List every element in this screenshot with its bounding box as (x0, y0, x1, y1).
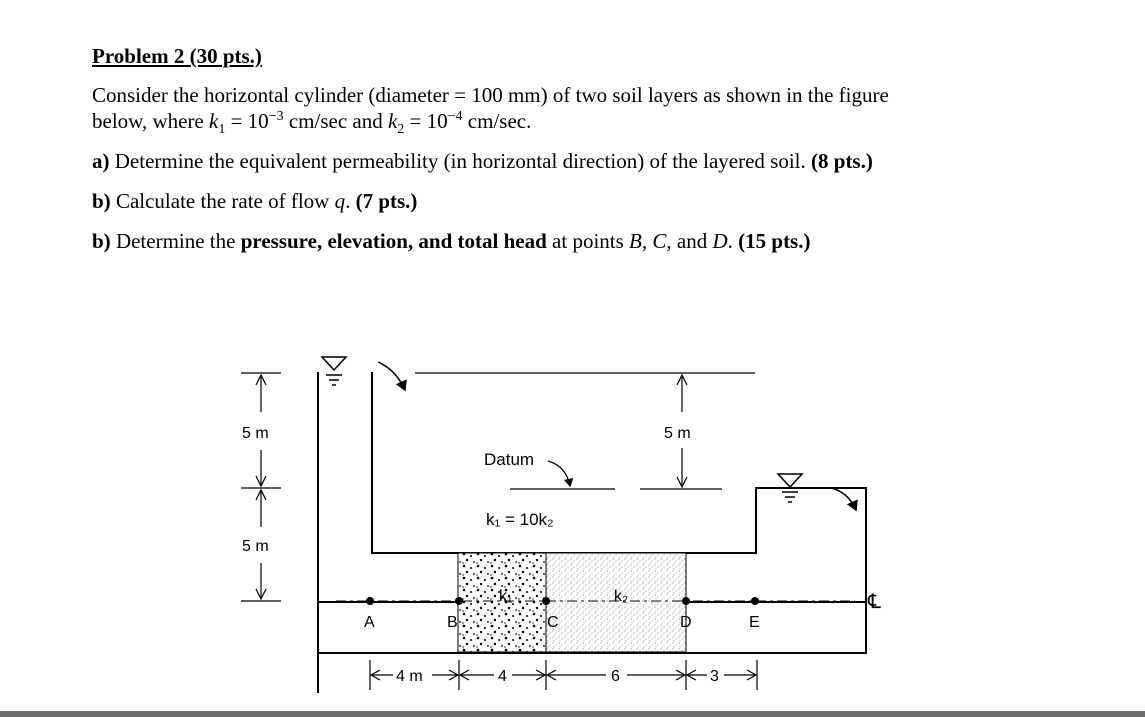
dim-lower-label: 5 m (242, 538, 269, 555)
bottom-dim-4: 3 (710, 668, 719, 685)
bottom-scroll-bar (0, 711, 1145, 717)
point-d-marker (682, 597, 690, 605)
question-c-text2: at points (546, 229, 630, 253)
question-a-label: a) (92, 149, 110, 173)
intro-line-2 (92, 109, 532, 138)
point-b-label: B (447, 614, 458, 631)
water-level-left (322, 357, 346, 385)
question-b (92, 188, 1092, 214)
question-b-label: b) (92, 189, 111, 213)
point-a-label: A (364, 614, 375, 631)
datum-arrow (548, 461, 570, 486)
outflow-arrow (831, 488, 856, 510)
question-c-bold: pressure, elevation, and total head (240, 229, 547, 253)
point-b-marker (455, 597, 463, 605)
k2-symbol: k (387, 109, 398, 133)
question-a-points: (8 pts.) (811, 149, 873, 173)
question-c-tail: . (727, 229, 739, 253)
k1-symbol: k (209, 109, 219, 133)
intro-text: below, where (92, 109, 210, 133)
question-c-points: (15 pts.) (738, 229, 811, 253)
k1-subscript: 1 (218, 122, 226, 138)
dim-right-label: 5 m (664, 425, 691, 442)
point-e-marker (751, 597, 759, 605)
bottom-dimension (370, 660, 757, 690)
intro-line-1: Consider the horizontal cylinder (diameter = 100 mm) of two soil layers as shown in the figure (92, 83, 889, 107)
question-a-text: Determine the equivalent permeability (in horizontal direction) of the layered soil. (109, 149, 812, 173)
point-c-label: C (547, 614, 559, 631)
problem-title: Problem 2 (30 pts.) (92, 44, 262, 68)
question-b-tail: . (345, 189, 356, 213)
problem-text (92, 42, 1092, 254)
bottom-dim-2: 4 (498, 668, 507, 685)
question-c (92, 228, 1092, 254)
problem-intro (92, 82, 1092, 138)
point-e-label: E (749, 614, 760, 631)
k2-subscript: 2 (397, 122, 405, 138)
datum-label: Datum (484, 450, 535, 469)
ratio-label: k₁ = 10k₂ (486, 510, 554, 529)
k1-exponent: −3 (268, 109, 284, 124)
k1-eq: = 10 (225, 109, 269, 133)
point-d-label: D (680, 614, 692, 631)
point-c-marker (542, 597, 550, 605)
soil-figure-svg (236, 350, 912, 693)
question-c-points-list: B, C, (629, 229, 672, 253)
soil-figure (236, 350, 912, 693)
k1-label: k₁ (499, 588, 513, 605)
k2-eq: = 10 (404, 109, 448, 133)
point-a-marker (366, 597, 374, 605)
question-b-points: (7 pts.) (355, 189, 418, 213)
question-c-text1: Determine the (110, 229, 241, 253)
question-c-label: b) (92, 229, 111, 253)
left-dimension (241, 373, 281, 601)
question-a (92, 148, 1092, 174)
dim-upper-label: 5 m (242, 425, 269, 442)
question-c-and: and (671, 229, 713, 253)
centerline-symbol: ℄ (868, 591, 881, 613)
question-b-text: Calculate the rate of flow (110, 189, 335, 213)
inflow-arrow (378, 362, 405, 390)
bottom-dim-3: 6 (611, 668, 620, 685)
k2-unit: cm/sec. (462, 109, 532, 133)
question-b-var: q (334, 189, 346, 213)
k2-exponent: −4 (447, 109, 463, 124)
question-c-point-d: D (712, 229, 728, 253)
k2-label: k₂ (614, 588, 629, 605)
bottom-dim-1: 4 m (396, 668, 423, 685)
k1-unit: cm/sec and (283, 109, 388, 133)
